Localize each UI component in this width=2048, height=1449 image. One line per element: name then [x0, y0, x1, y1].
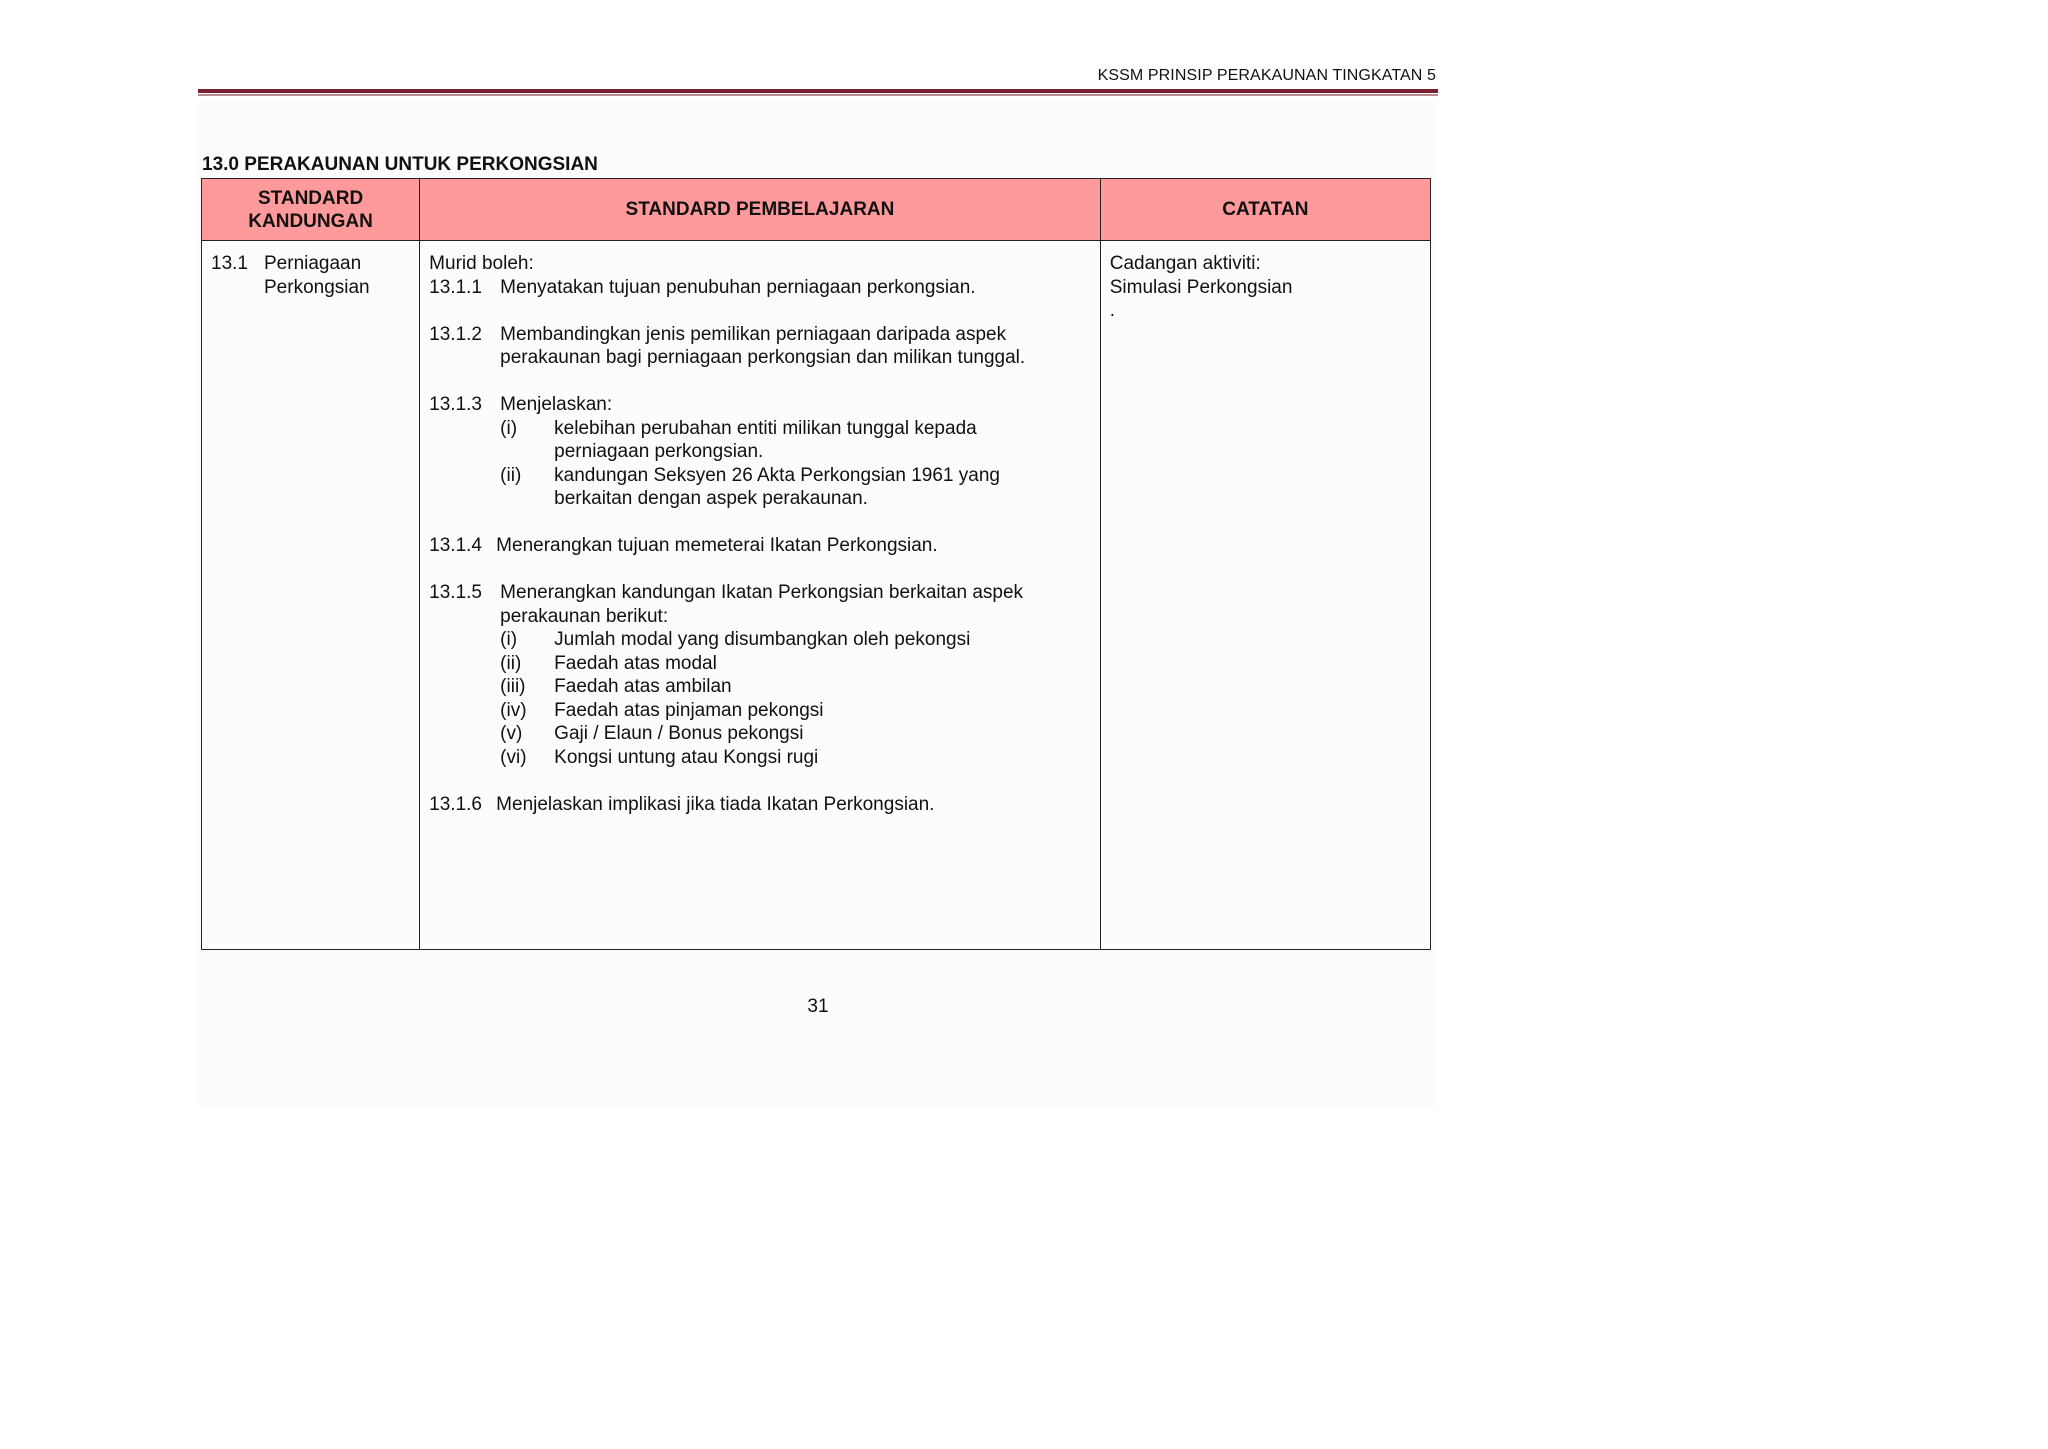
- sub-item-line: kandungan Seksyen 26 Akta Perkongsian 1961 yang: [554, 464, 1000, 486]
- header-rule-thin: [198, 94, 1438, 96]
- cell-catatan: [1100, 241, 1430, 950]
- learning-item: [429, 276, 1091, 300]
- item-text: [500, 323, 1025, 370]
- sub-item: [500, 675, 1091, 699]
- sub-item-text: [554, 417, 977, 464]
- sub-item-text: Kongsi untung atau Kongsi rugi: [554, 746, 819, 768]
- running-header: KSSM PRINSIP PERAKAUNAN TINGKATAN 5: [1097, 67, 1436, 84]
- item-number: 13.1.6: [429, 793, 482, 815]
- sub-item-line: perniagaan perkongsian.: [554, 441, 764, 462]
- catatan-line: Cadangan aktiviti:: [1109, 253, 1261, 274]
- table-header-row: [202, 179, 1431, 241]
- item-text-line: perakaunan berikut:: [500, 605, 669, 627]
- learning-item: [429, 581, 1091, 628]
- sub-item: [500, 628, 1091, 652]
- standard-title-line: Perkongsian: [264, 276, 370, 298]
- item-text: Menjelaskan:: [500, 394, 613, 415]
- sub-item-line: berkaitan dengan aspek perakaunan.: [554, 488, 868, 509]
- sub-item-text: Jumlah modal yang disumbangkan oleh pekongsi: [554, 629, 971, 650]
- catatan-line: .: [1109, 300, 1115, 321]
- header-standard-kandungan: STANDARD KANDUNGAN: [202, 179, 420, 241]
- header-rule: [198, 89, 1438, 93]
- standards-table: [201, 178, 1431, 950]
- sub-item: [500, 746, 1091, 770]
- sub-item-line: kelebihan perubahan entiti milikan tunggal kepada: [554, 417, 977, 439]
- item-number: 13.1.3: [429, 394, 482, 415]
- sub-item-text: [554, 464, 1000, 511]
- intro-text: Murid boleh:: [429, 253, 534, 274]
- sub-item-numeral: (ii): [500, 652, 522, 674]
- section-title: 13.0 PERAKAUNAN UNTUK PERKONGSIAN: [202, 154, 598, 175]
- learning-item: [429, 393, 1091, 417]
- item-text-line: Membandingkan jenis pemilikan perniagaan daripada aspek: [500, 323, 1007, 345]
- standard-number: 13.1: [211, 253, 248, 274]
- item-text: Menerangkan tujuan memeterai Ikatan Perkongsian.: [496, 535, 938, 556]
- sub-item-text: Faedah atas pinjaman pekongsi: [554, 699, 824, 721]
- catatan-line: Simulasi Perkongsian: [1109, 276, 1293, 298]
- sub-item-numeral: (i): [500, 417, 518, 439]
- standard-title-line: Perniagaan: [264, 253, 362, 274]
- sub-item-numeral: (i): [500, 629, 518, 650]
- cell-standard-pembelajaran: [420, 241, 1101, 950]
- item-number: 13.1.1: [429, 276, 482, 298]
- header-standard-pembelajaran: STANDARD PEMBELAJARAN: [420, 179, 1101, 241]
- standard-title: [264, 252, 370, 299]
- cell-standard-kandungan: [202, 241, 420, 950]
- sub-item-numeral: (iii): [500, 676, 526, 697]
- sub-item: [500, 699, 1091, 723]
- learning-item: [429, 323, 1091, 370]
- sub-item-numeral: (ii): [500, 464, 522, 486]
- learning-item: [429, 534, 1091, 558]
- item-number: 13.1.2: [429, 323, 482, 345]
- item-number: 13.1.4: [429, 535, 482, 556]
- page-number: 31: [807, 996, 829, 1017]
- sub-item: [500, 722, 1091, 746]
- item-text: [500, 581, 1023, 628]
- sub-item-numeral: (vi): [500, 746, 527, 768]
- sub-item: [500, 464, 1091, 511]
- sub-item-text: Faedah atas modal: [554, 652, 717, 674]
- item-number: 13.1.5: [429, 582, 482, 603]
- sub-item: [500, 417, 1091, 464]
- sub-item-text: Faedah atas ambilan: [554, 676, 732, 697]
- table-row: [202, 241, 1431, 950]
- item-text: Menyatakan tujuan penubuhan perniagaan perkongsian.: [500, 276, 976, 298]
- item-text-line: Menerangkan kandungan Ikatan Perkongsian berkaitan aspek: [500, 582, 1024, 603]
- sub-item-numeral: (v): [500, 723, 523, 744]
- learning-item: [429, 793, 1091, 817]
- sub-item: [500, 652, 1091, 676]
- header-catatan: CATATAN: [1100, 179, 1430, 241]
- item-text-line: perakaunan bagi perniagaan perkongsian dan milikan tunggal.: [500, 347, 1026, 368]
- sub-item-text: Gaji / Elaun / Bonus pekongsi: [554, 723, 804, 744]
- sub-item-numeral: (iv): [500, 699, 527, 721]
- item-text: Menjelaskan implikasi jika tiada Ikatan Perkongsian.: [496, 793, 935, 815]
